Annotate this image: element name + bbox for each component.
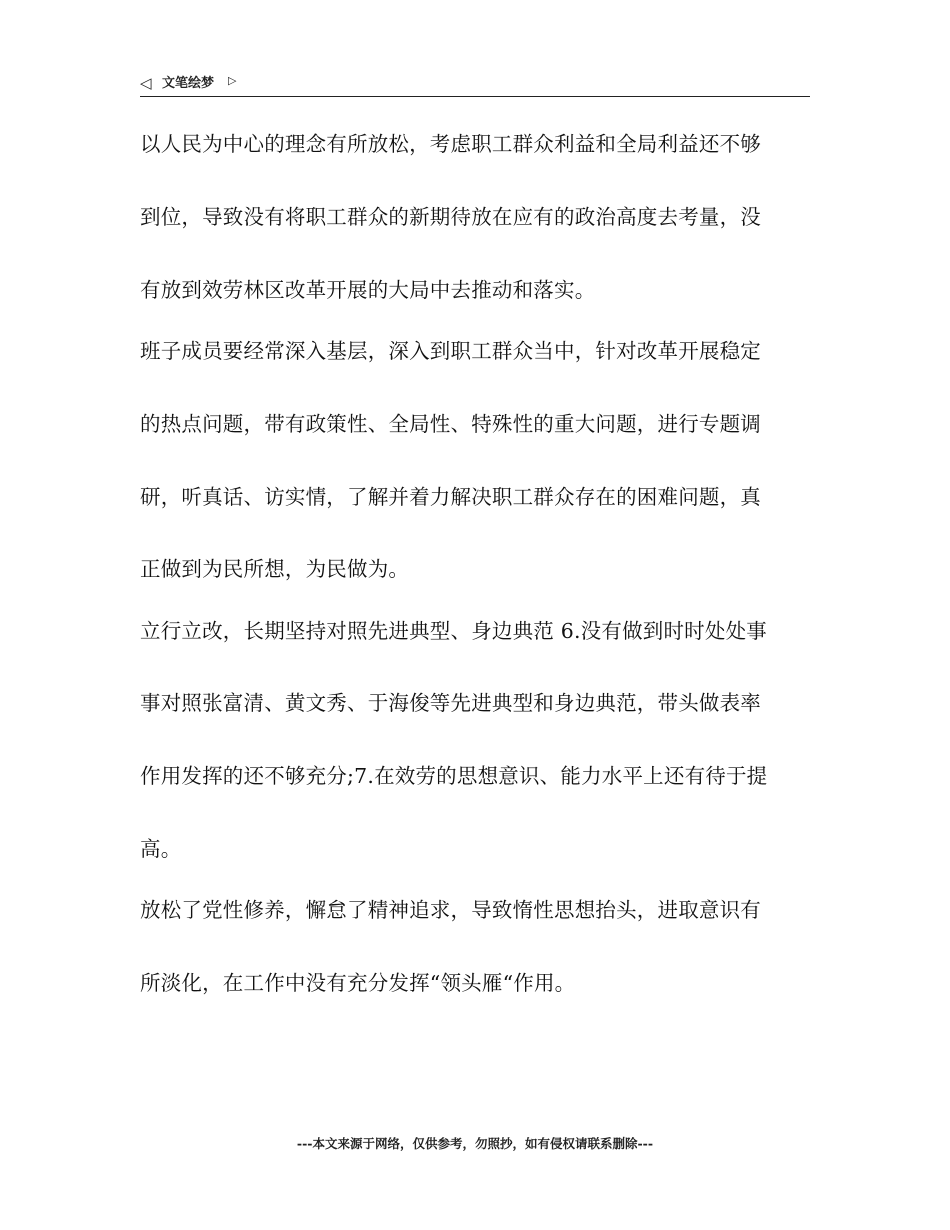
text-line-10: 作用发挥的还不够充分;7.在效劳的思想意识、能力水平上还有待于提: [140, 764, 768, 788]
triangle-left-icon: ◁: [140, 74, 152, 92]
text-line-12: 放松了党性修养，懈怠了精神追求，导致惰性思想抬头，进取意识有: [140, 898, 761, 922]
text-line-9: 事对照张富清、黄文秀、于海俊等先进典型和身边典范，带头做表率: [140, 691, 761, 715]
footer-disclaimer: ---本文来源于网络，仅供参考，勿照抄，如有侵权请联系删除---: [296, 1136, 654, 1151]
triangle-right-icon: ▷: [228, 74, 237, 87]
text-line-4: 班子成员要经常深入基层，深入到职工群众当中，针对改革开展稳定: [140, 339, 761, 363]
text-line-1: 以人民为中心的理念有所放松，考虑职工群众利益和全局利益还不够: [140, 132, 761, 156]
text-line-6: 研，听真话、访实情，了解并着力解决职工群众存在的困难问题，真: [140, 485, 761, 509]
text-line-3: 有放到效劳林区改革开展的大局中去推动和落实。: [140, 278, 596, 302]
header-title: 文笔绘梦: [162, 76, 215, 91]
text-line-7: 正做到为民所想，为民做为。: [140, 557, 410, 581]
text-line-5: 的热点问题，带有政策性、全局性、特殊性的重大问题，进行专题调: [140, 412, 761, 436]
text-line-11: 高。: [140, 837, 182, 861]
page-header: [140, 72, 810, 97]
text-line-8: 立行立改，长期坚持对照先进典型、身边典范 6.没有做到时时处处事: [140, 619, 767, 643]
text-line-13: 所淡化，在工作中没有充分发挥“领头雁“作用。: [140, 971, 576, 995]
text-line-2: 到位，导致没有将职工群众的新期待放在应有的政治高度去考量，没: [140, 205, 761, 229]
